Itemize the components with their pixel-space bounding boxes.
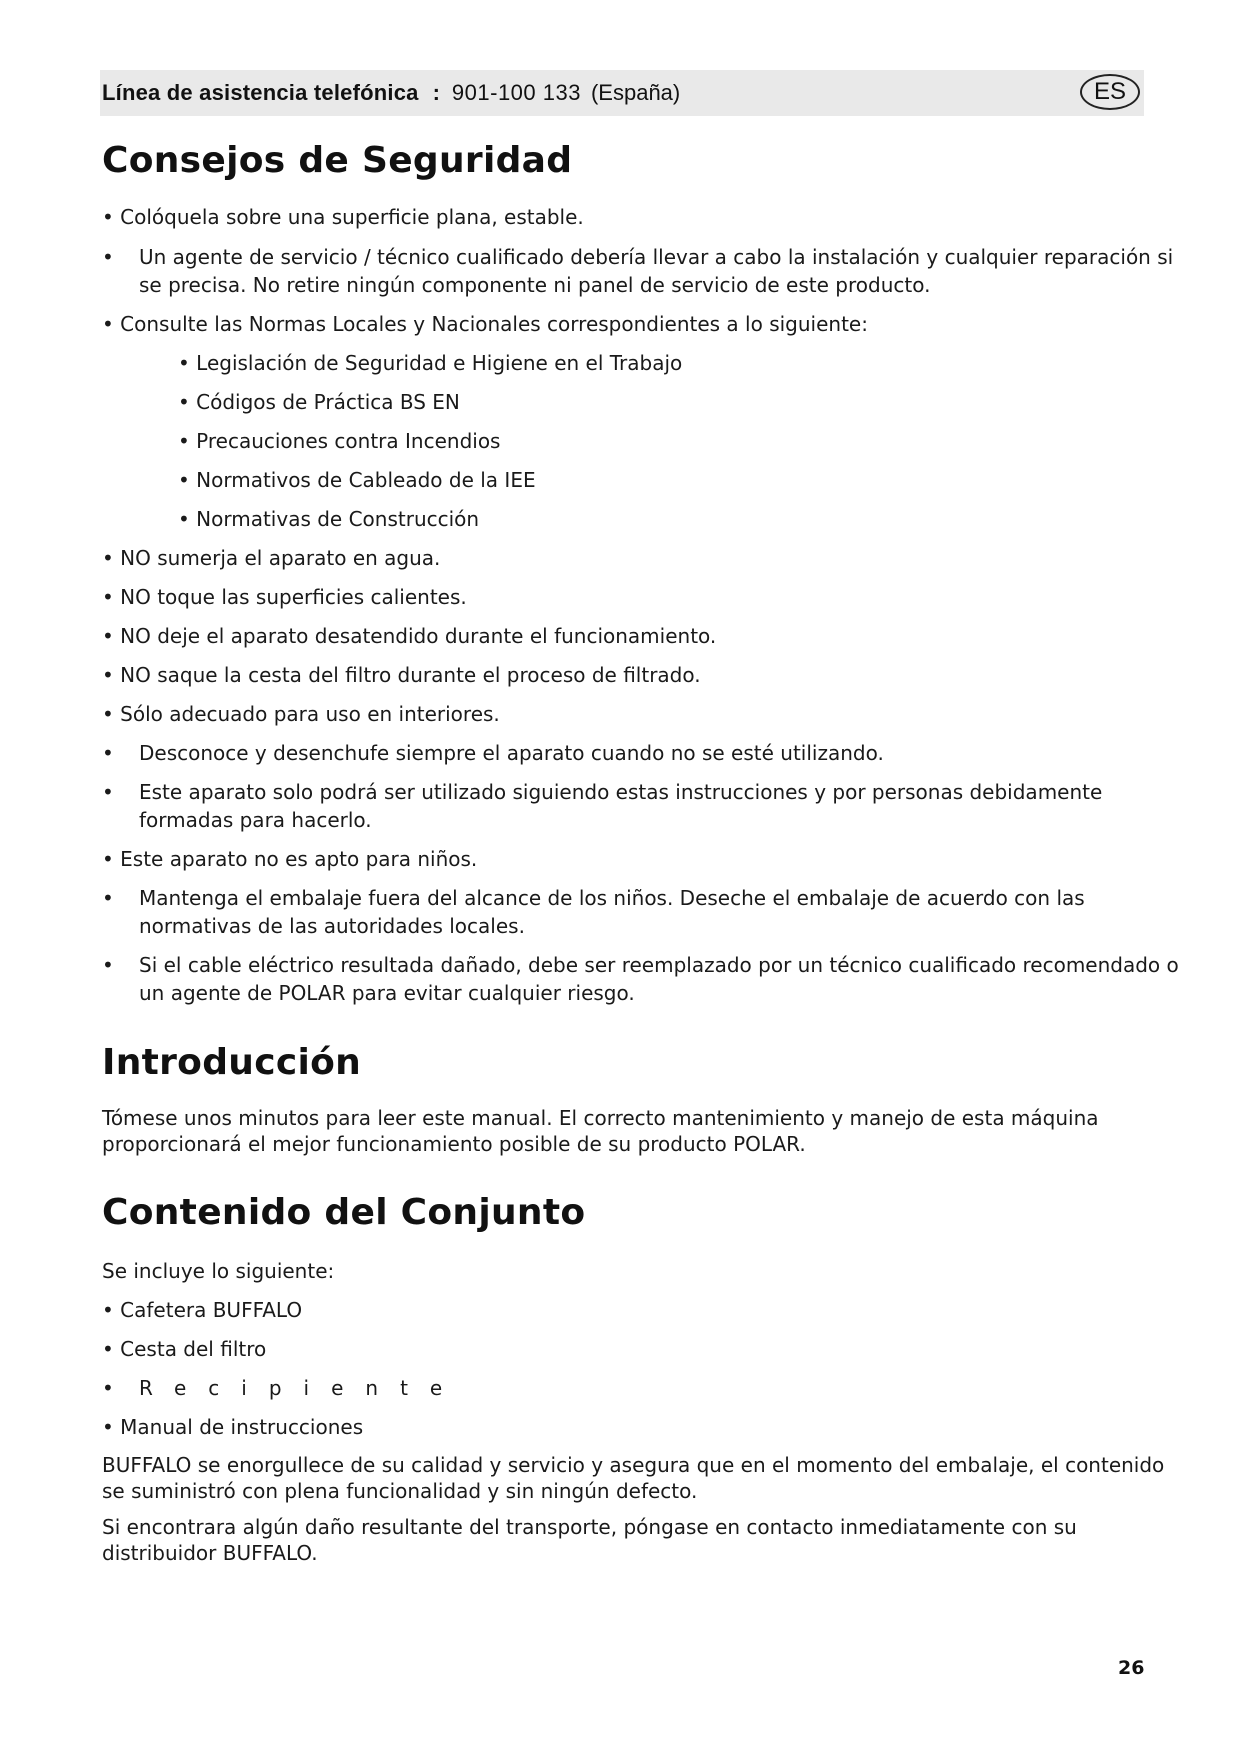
list-item: • Sólo adecuado para uso en interiores. — [102, 700, 500, 728]
sub-list-item: • Códigos de Práctica BS EN — [178, 388, 460, 416]
page-number: 26 — [1118, 1657, 1145, 1679]
list-item: • Recipiente — [102, 1376, 465, 1400]
bullet-icon: • — [102, 886, 114, 910]
list-item: • Colóquela sobre una superficie plana, estable. — [102, 203, 584, 231]
damage-paragraph-line: Si encontrara algún daño resultante del transporte, póngase en contacto inmediatamente con su — [102, 1515, 1077, 1539]
contents-lead: Se incluye lo siguiente: — [102, 1259, 335, 1283]
list-item: • Mantenga el embalaje fuera del alcance de los niños. Deseche el embalaje de acuerdo con las — [102, 886, 1085, 910]
helpline-bar — [100, 70, 1144, 116]
list-item: • Un agente de servicio / técnico cualificado debería llevar a cabo la instalación y cualquier reparación si — [102, 245, 1174, 269]
list-item-continuation: se precisa. No retire ningún componente ni panel de servicio de este producto. — [139, 273, 931, 297]
bullet-icon: • — [102, 953, 114, 977]
sub-list-item: • Legislación de Seguridad e Higiene en el Trabajo — [178, 349, 682, 377]
intro-line: proporcionará el mejor funcionamiento posible de su producto POLAR. — [102, 1132, 806, 1156]
quality-paragraph-line: se suministró con plena funcionalidad y sin ningún defecto. — [102, 1479, 698, 1503]
list-item: • Este aparato no es apto para niños. — [102, 845, 477, 873]
language-badge: ES — [1080, 74, 1140, 110]
intro-title: Introducción — [102, 1042, 362, 1083]
list-item: • Consulte las Normas Locales y Nacionales correspondientes a lo siguiente: — [102, 310, 868, 338]
bullet-icon: • — [102, 245, 114, 269]
damage-paragraph-line: distribuidor BUFFALO. — [102, 1541, 318, 1565]
bullet-icon: • — [102, 1376, 114, 1400]
list-item: • Cafetera BUFFALO — [102, 1296, 302, 1324]
list-item-continuation: formadas para hacerlo. — [139, 808, 372, 832]
sub-list-item: • Normativas de Construcción — [178, 505, 479, 533]
list-item: • NO deje el aparato desatendido durante el funcionamiento. — [102, 622, 716, 650]
list-item: • Desconoce y desenchufe siempre el aparato cuando no se esté utilizando. — [102, 741, 884, 765]
helpline-phone: 901-100 133 — [451, 80, 581, 105]
helpline-label: Línea de asistencia telefónica — [102, 80, 419, 105]
helpline-country: (España) — [590, 80, 681, 105]
safety-title: Consejos de Seguridad — [102, 140, 573, 181]
list-item: • Manual de instrucciones — [102, 1413, 363, 1441]
list-item-continuation: un agente de POLAR para evitar cualquier riesgo. — [139, 981, 635, 1005]
bullet-icon: • — [102, 741, 114, 765]
list-item: • Si el cable eléctrico resultada dañado, debe ser reemplazado por un técnico cualificado recomendado o — [102, 953, 1179, 977]
contents-title: Contenido del Conjunto — [102, 1192, 586, 1233]
list-item: • Este aparato solo podrá ser utilizado siguiendo estas instrucciones y por personas debidamente — [102, 780, 1103, 804]
quality-paragraph-line: BUFFALO se enorgullece de su calidad y servicio y asegura que en el momento del embalaje, el contenido — [102, 1453, 1165, 1477]
list-item: • Cesta del filtro — [102, 1335, 266, 1363]
intro-line: Tómese unos minutos para leer este manual. El correcto mantenimiento y manejo de esta máquina — [102, 1106, 1099, 1130]
list-item: • NO saque la cesta del filtro durante el proceso de filtrado. — [102, 661, 701, 689]
list-item: • NO toque las superficies calientes. — [102, 583, 467, 611]
list-item-continuation: normativas de las autoridades locales. — [139, 914, 525, 938]
helpline-colon: : — [432, 80, 440, 105]
bullet-icon: • — [102, 780, 114, 804]
sub-list-item: • Precauciones contra Incendios — [178, 427, 500, 455]
list-item: • NO sumerja el aparato en agua. — [102, 544, 440, 572]
sub-list-item: • Normativos de Cableado de la IEE — [178, 466, 536, 494]
